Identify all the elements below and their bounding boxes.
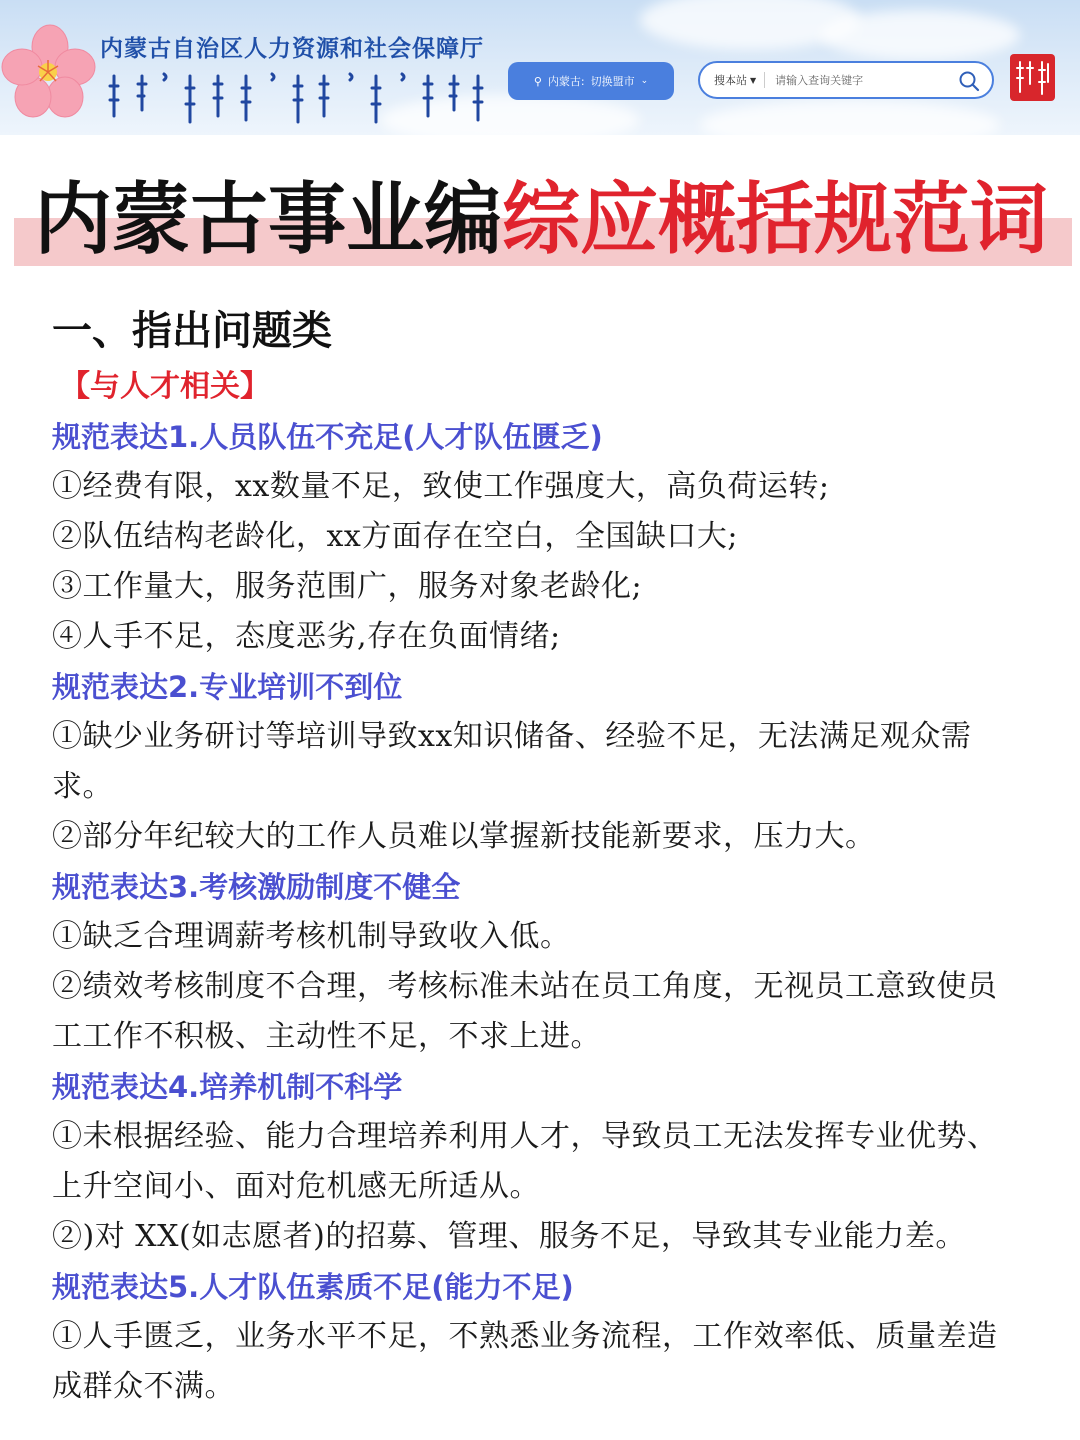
search-scope-label: 搜本站 [714, 74, 747, 87]
search-box [698, 61, 994, 99]
section-heading: 一、指出问题类 [52, 308, 332, 354]
search-icon[interactable] [958, 70, 980, 92]
caret-down-icon: ▼ [750, 75, 757, 85]
flower-logo-icon [0, 22, 100, 122]
body-line: ③工作量大，服务范围广，服务对象老龄化; [52, 569, 643, 604]
body-line: ①经费有限，xx数量不足，致使工作强度大，高负荷运转; [52, 469, 830, 504]
body-line: ①未根据经验、能力合理培养利用人才，导致员工无法发挥专业优势、 [52, 1119, 998, 1154]
body-line: ②)对 XX(如志愿者)的招募、管理、服务不足，导致其专业能力差。 [52, 1219, 966, 1254]
region-switch-button[interactable] [508, 62, 674, 100]
body-line: ②队伍结构老龄化，xx方面存在空白，全国缺口大; [52, 519, 738, 554]
point-title: 规范表达2.专业培训不到位 [52, 670, 403, 704]
category-label: 【与人才相关】 [60, 369, 270, 404]
body-line: ②部分年纪较大的工作人员难以掌握新技能新要求，压力大。 [52, 819, 876, 854]
page-title [34, 170, 1048, 270]
user-location-icon: ⚲ [533, 74, 542, 88]
search-input[interactable] [765, 73, 947, 88]
body-line: ①人手匮乏，业务水平不足，不熟悉业务流程，工作效率低、质量差造 [52, 1319, 998, 1354]
search-scope-select[interactable] [700, 72, 765, 88]
body-line: 工工作不积极、主动性不足，不求上进。 [52, 1019, 601, 1054]
mongolian-script-logo [102, 70, 487, 128]
point-title: 规范表达3.考核激励制度不健全 [52, 870, 461, 904]
body-line: ①缺乏合理调薪考核机制导致收入低。 [52, 919, 571, 954]
page-title-black: 内蒙古事业编 [34, 175, 503, 265]
point-title: 规范表达1.人员队伍不充足(人才队伍匮乏) [52, 420, 603, 454]
site-header-banner [0, 0, 1080, 135]
red-seal-icon [1010, 54, 1055, 101]
point-title: 规范表达5.人才队伍素质不足(能力不足) [52, 1270, 574, 1304]
chevron-down-icon: ⌄ [640, 76, 649, 86]
site-title[interactable]: 内蒙古自治区人力资源和社会保障厅 [100, 36, 484, 62]
region-label: 内蒙古: [547, 75, 585, 88]
body-line: ①缺少业务研讨等培训导致xx知识储备、经验不足，无法满足观众需 [52, 719, 972, 754]
body-line: ④人手不足，态度恶劣,存在负面情绪; [52, 619, 561, 654]
page-title-red: 综应概括规范词 [502, 175, 1049, 265]
body-line: ②绩效考核制度不合理，考核标准未站在员工角度，无视员工意致使员 [52, 969, 998, 1004]
region-switch-label: 切换盟市 [590, 75, 635, 88]
body-line: 上升空间小、面对危机感无所适从。 [52, 1169, 540, 1204]
main-content [52, 300, 1042, 1412]
body-line: 成群众不满。 [52, 1369, 235, 1404]
body-line: 求。 [52, 769, 113, 804]
point-title: 规范表达4.培养机制不科学 [52, 1070, 403, 1104]
